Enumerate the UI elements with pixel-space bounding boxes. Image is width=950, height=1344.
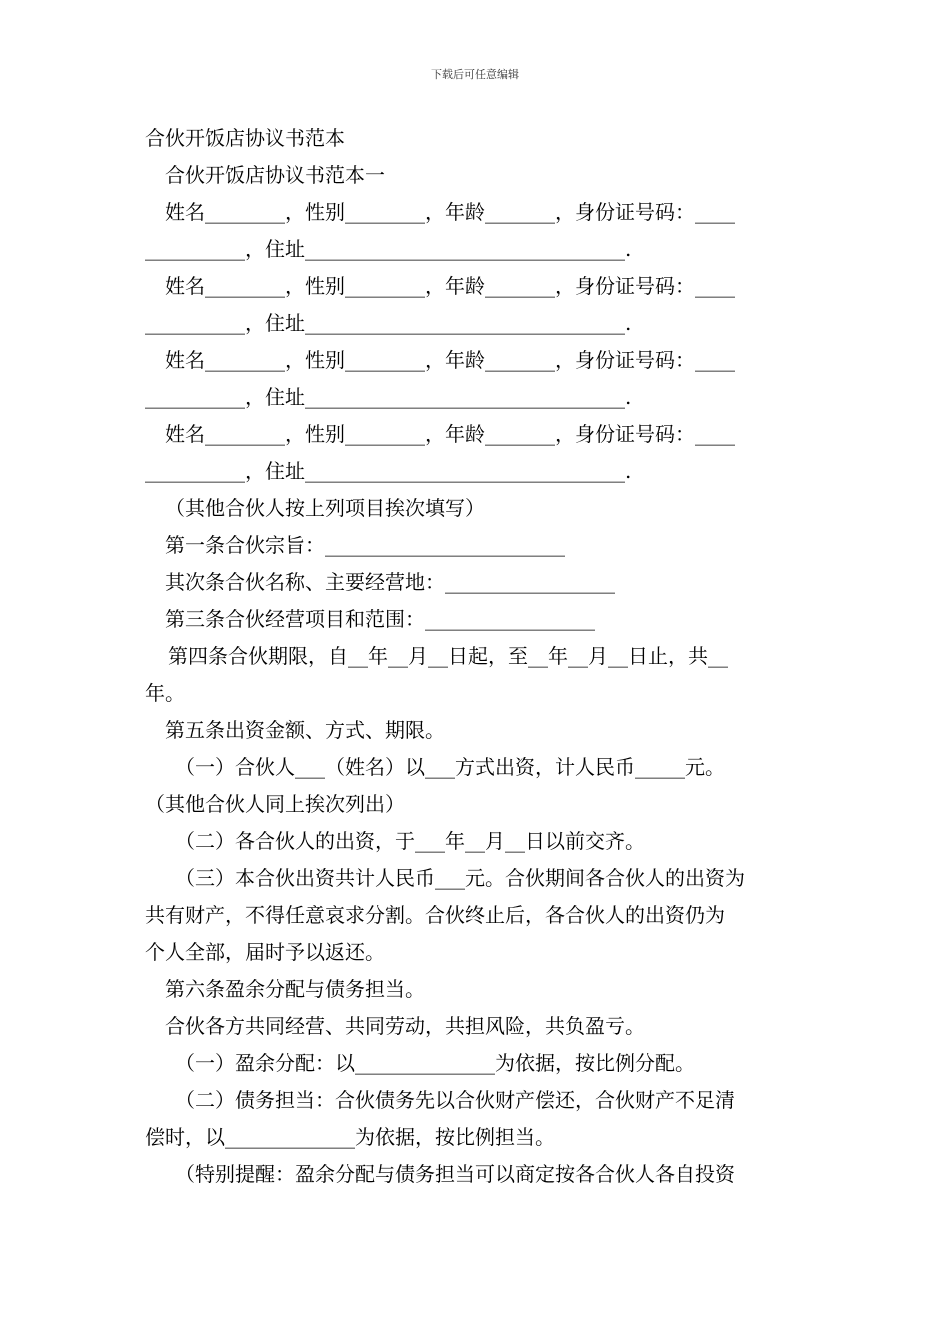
partner-4-line2: __________，住址________________________________.: [145, 459, 632, 483]
partner-1-line2: __________，住址________________________________.: [145, 237, 632, 261]
header-note: 下载后可任意编辑: [431, 68, 519, 81]
document-body: [145, 120, 810, 1193]
document-title: 合伙开饭店协议书范本: [145, 126, 345, 150]
partner-4-line1: 姓名________，性别________，年龄_______，身份证号码：____: [165, 422, 735, 446]
article-6-item-1: （一）盈余分配：以______________为依据，按比例分配。: [175, 1051, 695, 1075]
partner-3-line2: __________，住址________________________________.: [145, 385, 632, 409]
note-other-partners: （其他合伙人按上列项目挨次填写）: [165, 496, 485, 520]
article-4-line1: 第四条合伙期限，自__年__月__日起，至__年__月__日止，共__: [168, 644, 728, 668]
article-2: 其次条合伙名称、主要经营地：_________________: [165, 570, 615, 594]
article-5-item-1: （一）合伙人___（姓名）以___方式出资，计人民币_____元。: [175, 755, 725, 779]
article-1: 第一条合伙宗旨：________________________: [165, 533, 565, 557]
article-6-intro: 合伙各方共同经营、共同劳动，共担风险，共负盈亏。: [165, 1014, 645, 1038]
article-5-item-3-line1: （三）本合伙出资共计人民币___元。合伙期间各合伙人的出资为: [175, 866, 745, 890]
article-3: 第三条合伙经营项目和范围：_________________: [165, 607, 595, 631]
article-6: 第六条盈余分配与债务担当。: [165, 977, 425, 1001]
partner-2-line2: __________，住址________________________________.: [145, 311, 632, 335]
article-6-item-2-line2: 偿时，以_____________为依据，按比例担当。: [145, 1125, 555, 1149]
partner-3-line1: 姓名________，性别________，年龄_______，身份证号码：____: [165, 348, 735, 372]
partner-1-line1: 姓名________，性别________，年龄_______，身份证号码：____: [165, 200, 735, 224]
article-4-line2: 年。: [145, 681, 185, 705]
article-5: 第五条出资金额、方式、期限。: [165, 718, 445, 742]
article-6-item-2-line1: （二）债务担当：合伙债务先以合伙财产偿还，合伙财产不足清: [175, 1088, 735, 1112]
partner-2-line1: 姓名________，性别________，年龄_______，身份证号码：____: [165, 274, 735, 298]
article-5-item-3-line3: 个人全部，届时予以返还。: [145, 940, 385, 964]
article-5-item-3-line2: 共有财产，不得任意哀求分割。合伙终止后，各合伙人的出资仍为: [145, 903, 725, 927]
document-subtitle: 合伙开饭店协议书范本一: [165, 163, 385, 187]
article-5-item-2: （二）各合伙人的出资，于___年__月__日以前交齐。: [175, 829, 645, 853]
article-6-note: （特别提醒：盈余分配与债务担当可以商定按各合伙人各自投资: [175, 1162, 735, 1186]
article-5-item-1-note: （其他合伙人同上挨次列出）: [145, 792, 405, 816]
